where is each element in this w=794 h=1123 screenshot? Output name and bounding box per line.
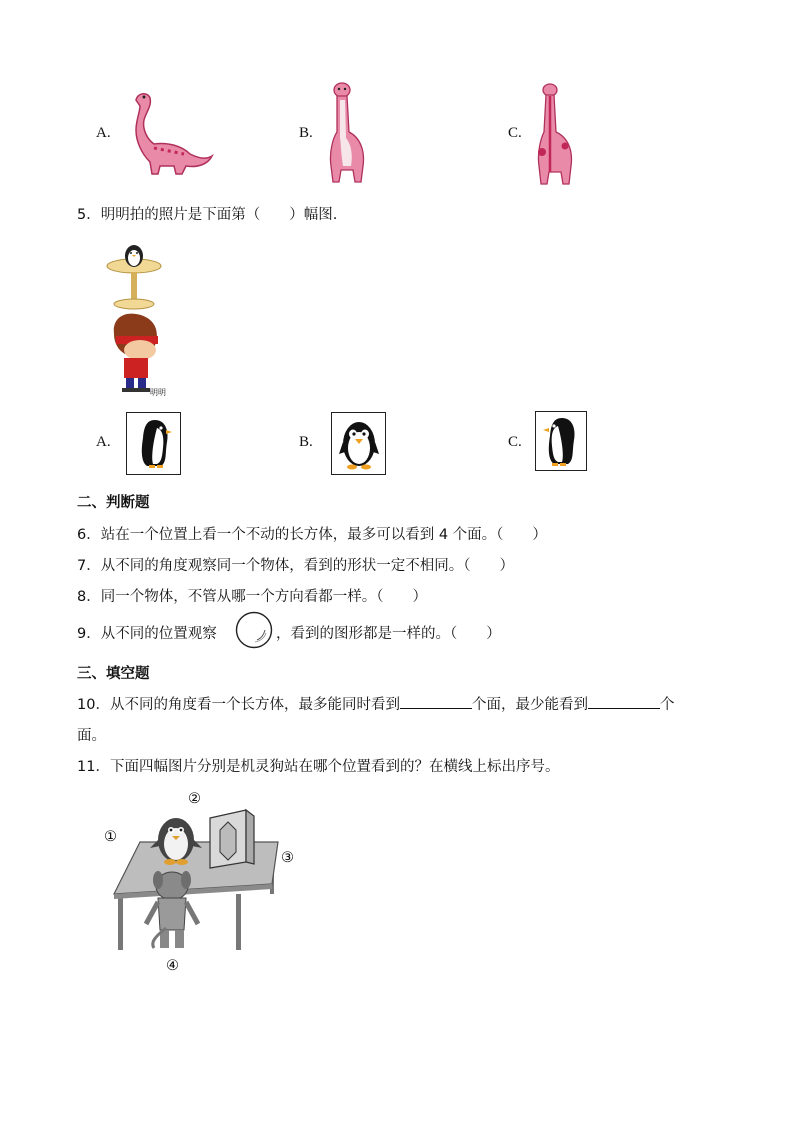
question-9-text-after: ，看到的图形都是一样的。（ ） — [276, 626, 501, 642]
penguin-side-view-icon — [135, 418, 173, 470]
question-8-text: 8．同一个物体，不管从哪一个方向看都一样。（ ） — [77, 589, 427, 605]
question-10-text — [77, 693, 674, 714]
q5-option-b-image-frame — [331, 412, 386, 475]
dinosaur-side-view-image — [124, 88, 214, 180]
q10-answer-blank-2[interactable] — [588, 694, 660, 709]
dinosaur-back-view-image — [533, 82, 577, 186]
q4-option-b-label: B. — [299, 125, 313, 141]
question-10-part1: 10．从不同的角度看一个长方体，最多能同时看到 — [77, 697, 400, 713]
mingming-caption: 明明 — [150, 388, 166, 397]
question-9-text-before: 9．从不同的位置观察 — [77, 626, 217, 642]
position-1-marker: ① — [104, 829, 117, 845]
q10-answer-blank-1[interactable] — [400, 694, 472, 709]
section-3-title: 三、填空题 — [77, 666, 150, 682]
penguin-side-view-icon-alt — [544, 416, 580, 468]
question-5-text: 5．明明拍的照片是下面第（ ）幅图. — [77, 207, 338, 223]
position-2-marker: ② — [188, 791, 201, 807]
question-10-part2: 个面，最少能看到 — [471, 697, 588, 713]
question-6-text: 6．站在一个位置上看一个不动的长方体，最多可以看到 4 个面。（ ） — [77, 527, 547, 543]
question-10-part3: 个 — [659, 697, 675, 713]
q4-option-c-label: C. — [508, 125, 522, 141]
position-4-marker: ④ — [166, 958, 179, 974]
q5-option-b-label: B. — [299, 434, 313, 450]
mingming-observing-penguin-figure — [104, 234, 170, 394]
table-scene-figure — [110, 790, 310, 970]
q5-option-c-label: C. — [508, 434, 522, 450]
question-11-text: 11．下面四幅图片分别是机灵狗站在哪个位置看到的？在横线上标出序号。 — [77, 759, 560, 775]
question-10-line2: 面。 — [77, 728, 106, 744]
position-3-marker: ③ — [281, 850, 294, 866]
section-2-title: 二、判断题 — [77, 495, 150, 511]
sphere-icon — [235, 611, 273, 649]
q5-option-a-image-frame — [126, 412, 181, 475]
dinosaur-front-view-image — [325, 82, 369, 186]
q5-option-c-image-frame — [535, 411, 587, 471]
question-7-text: 7．从不同的角度观察同一个物体，看到的形状一定不相同。（ ） — [77, 558, 514, 574]
q5-option-a-label: A. — [96, 434, 111, 450]
penguin-front-view-icon — [339, 418, 379, 470]
q4-option-a-label: A. — [96, 125, 111, 141]
